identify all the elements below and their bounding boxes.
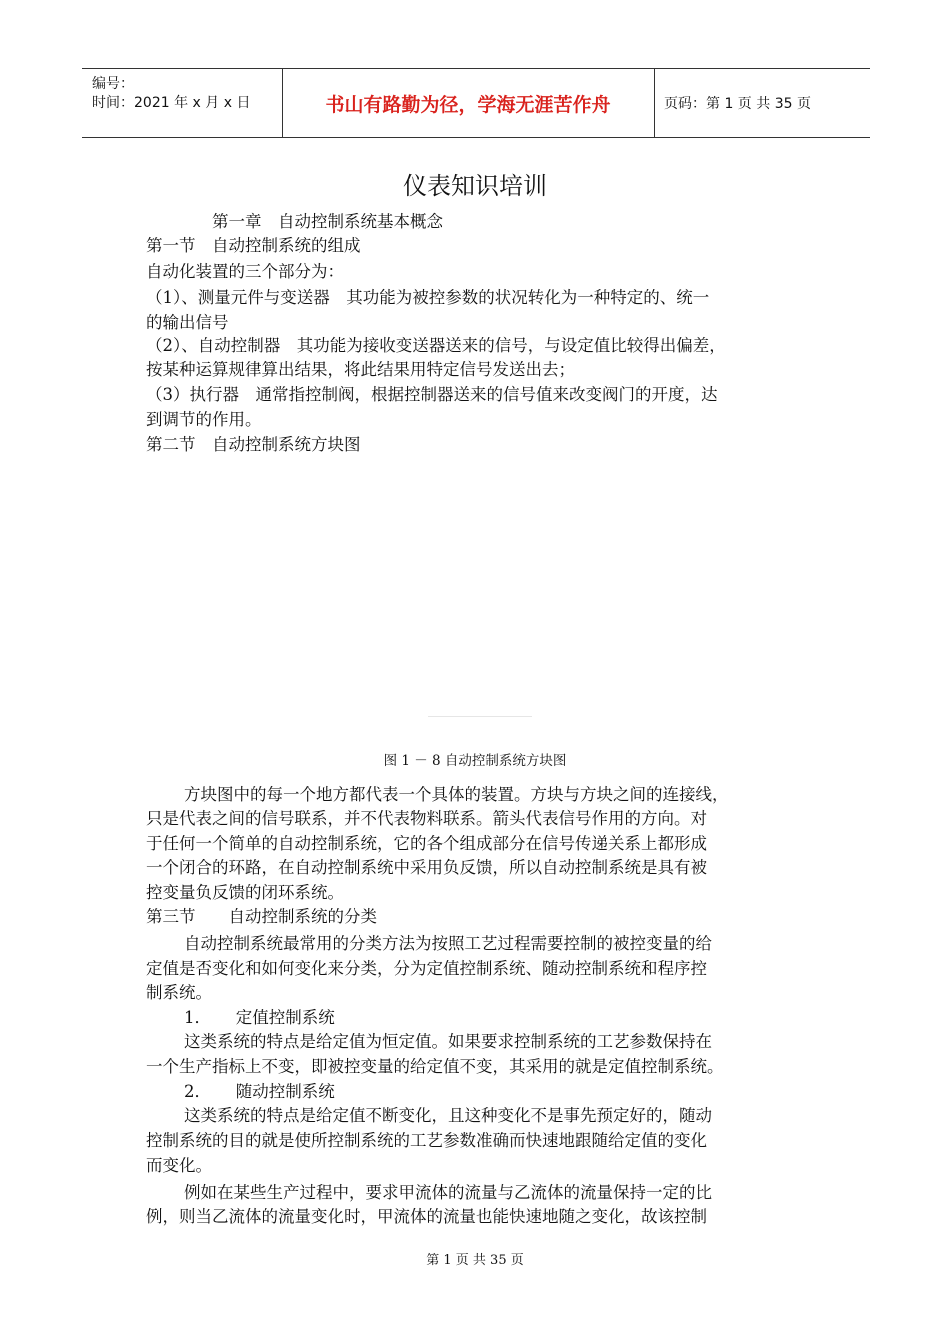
paragraph-line: 控变量负反馈的闭环系统。	[146, 883, 344, 902]
paragraph-line: 的输出信号	[146, 313, 229, 332]
header-divider	[654, 69, 655, 137]
paragraph-line: 到调节的作用。	[146, 410, 262, 429]
header-meta	[82, 69, 282, 137]
paragraph-line: 这类系统的特点是给定值为恒定值。如果要求控制系统的工艺参数保持在	[184, 1032, 712, 1051]
section-heading: 第一节 自动控制系统的组成	[146, 236, 361, 255]
paragraph-line: 例，则当乙流体的流量变化时，甲流体的流量也能快速地随之变化，故该控制	[146, 1207, 707, 1226]
paragraph-line: （3）执行器 通常指控制阀，根据控制器送来的信号值来改变阀门的开度，达	[146, 385, 718, 404]
paragraph-line: 制系统。	[146, 983, 212, 1002]
section-heading: 第三节 自动控制系统的分类	[146, 907, 377, 926]
document-title: 仪表知识培训	[403, 172, 547, 200]
header-motto: 书山有路勤为径，学海无涯苦作舟	[325, 93, 611, 116]
paragraph-line: 定值是否变化和如何变化来分类，分为定值控制系统、随动控制系统和程序控	[146, 959, 707, 978]
paragraph-line: 这类系统的特点是给定值不断变化，且这种变化不是事先预定好的，随动	[184, 1106, 712, 1125]
header-table	[82, 68, 870, 138]
paragraph-line: 自动化装置的三个部分为：	[146, 262, 344, 281]
subsection-heading: 1． 定值控制系统	[184, 1008, 335, 1027]
paragraph-line: （1）、测量元件与变送器 其功能为被控参数的状况转化为一种特定的、统一	[146, 288, 710, 307]
paragraph-line: 方块图中的每一个地方都代表一个具体的装置。方块与方块之间的连接线，	[184, 785, 729, 804]
paragraph-line: 于任何一个简单的自动控制系统，它的各个组成部分在信号传递关系上都形成	[146, 834, 707, 853]
paragraph-line: 自动控制系统最常用的分类方法为按照工艺过程需要控制的被控变量的给	[184, 934, 712, 953]
paragraph-line: 例如在某些生产过程中，要求甲流体的流量与乙流体的流量保持一定的比	[184, 1183, 712, 1202]
page-footer: 第 1 页 共 35 页	[426, 1253, 524, 1268]
date-label: 时间：2021 年 x 月 x 日	[92, 95, 251, 111]
paragraph-line: 一个生产指标上不变，即被控变量的给定值不变，其采用的就是定值控制系统。	[146, 1057, 724, 1076]
paragraph-line: 只是代表之间的信号联系，并不代表物料联系。箭头代表信号作用的方向。对	[146, 809, 707, 828]
figure-placeholder	[428, 716, 532, 717]
paragraph-line: 一个闭合的环路，在自动控制系统中采用负反馈，所以自动控制系统是具有被	[146, 858, 707, 877]
subsection-heading: 2． 随动控制系统	[184, 1082, 335, 1101]
paragraph-line: （2）、自动控制器 其功能为接收变送器送来的信号，与设定值比较得出偏差，	[146, 336, 726, 355]
header-page-info: 页码：第 1 页 共 35 页	[664, 96, 811, 112]
paragraph-line: 而变化。	[146, 1156, 212, 1175]
paragraph-line: 按某种运算规律算出结果，将此结果用特定信号发送出去；	[146, 360, 575, 379]
figure-caption: 图 1 － 8 自动控制系统方块图	[383, 753, 567, 769]
chapter-heading: 第一章 自动控制系统基本概念	[212, 212, 443, 231]
section-heading: 第二节 自动控制系统方块图	[146, 435, 361, 454]
paragraph-line: 控制系统的目的就是使所控制系统的工艺参数准确而快速地跟随给定值的变化	[146, 1131, 707, 1150]
code-label: 编号：	[92, 76, 134, 92]
